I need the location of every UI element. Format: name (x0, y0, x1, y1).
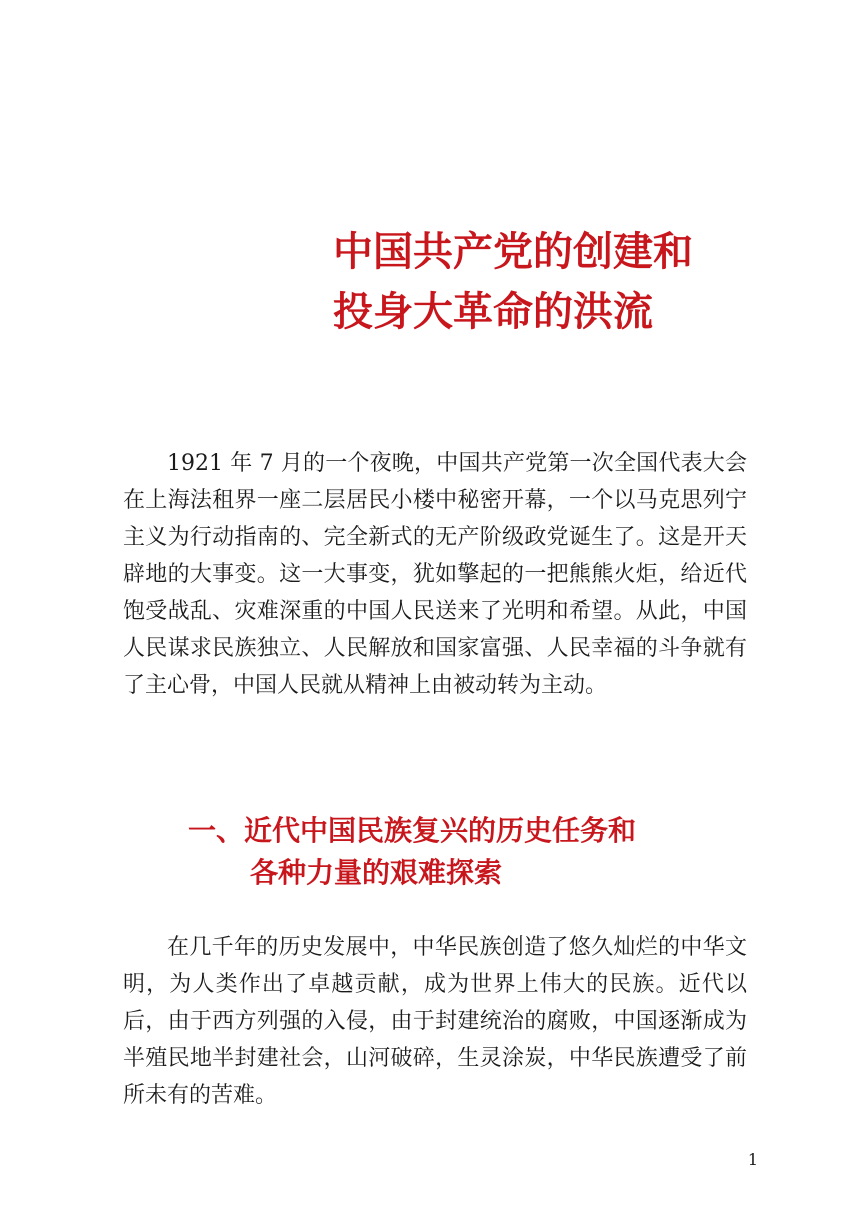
section-paragraph: 在几千年的历史发展中，中华民族创造了悠久灿烂的中华文明，为人类作出了卓越贡献，成为世界上伟大的民族。近代以后，由于西方列强的入侵，由于封建统治的腐败，中国逐渐成为半殖民地半封建社会，山河破碎，生灵涂炭，中华民族遭受了前所未有的苦难。 (123, 935, 747, 1108)
chapter-title-line-1: 中国共产党的创建和 (333, 228, 693, 275)
section-heading (188, 810, 636, 894)
intro-paragraph: 1921 年 7 月的一个夜晚，中国共产党第一次全国代表大会在上海法租界一座二层居民小楼中秘密开幕，一个以马克思列宁主义为行动指南的、完全新式的无产阶级政党诞生了。这是开天辟地的大事变。这一大事变，犹如擎起的一把熊熊火炬，给近代饱受战乱、灾难深重的中国人民送来了光明和希望。从此，中国人民谋求民族独立、人民解放和国家富强、人民幸福的斗争就有了主心骨，中国人民就从精神上由被动转为主动。 (123, 451, 747, 698)
section-heading-line-2: 各种力量的艰难探索 (250, 856, 503, 889)
chapter-title-line-2: 投身大革命的洪流 (333, 288, 653, 335)
section-heading-line-1: 一、近代中国民族复兴的历史任务和 (188, 814, 637, 847)
chapter-title (333, 222, 793, 342)
page-number: 1 (747, 1150, 758, 1169)
